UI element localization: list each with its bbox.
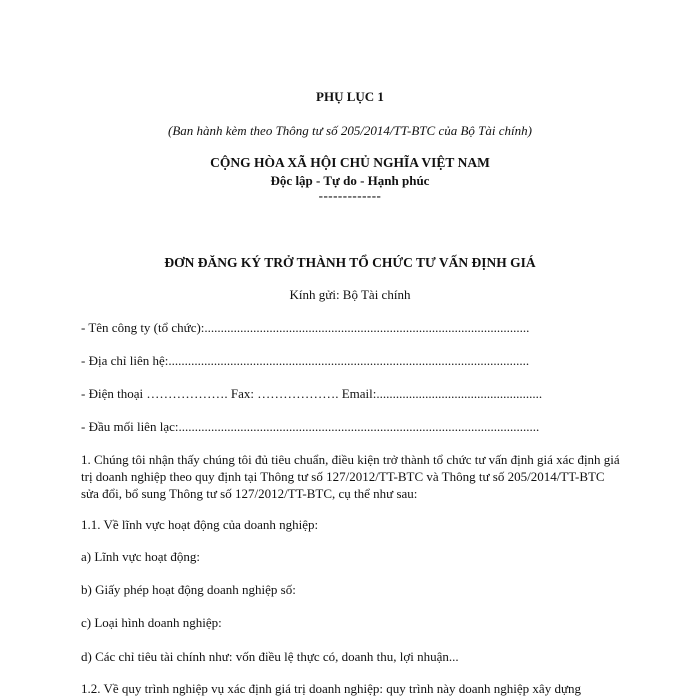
address-field: - Địa chỉ liên hệ:............................................................................................................... <box>81 353 530 368</box>
item-b: b) Giấy phép hoạt động doanh nghiệp số: <box>81 582 296 597</box>
company-name-field: - Tên công ty (tổ chức):.................................................................................................... <box>81 320 530 335</box>
appendix-title: PHỤ LỤC 1 <box>316 89 384 104</box>
item-a: a) Lĩnh vực hoạt động: <box>81 549 200 564</box>
issued-note: (Ban hành kèm theo Thông tư số 205/2014/TT-BTC của Bộ Tài chính) <box>168 123 532 138</box>
section-1-2: 1.2. Về quy trình nghiệp vụ xác định giá trị doanh nghiệp: quy trình này doanh nghiệp xây dựng <box>81 681 581 696</box>
recipient-line: Kính gửi: Bộ Tài chính <box>289 287 411 302</box>
national-motto: Độc lập - Tự do - Hạnh phúc <box>270 173 430 188</box>
contact-field: - Đầu mối liên lạc:............................................................................................................... <box>81 419 540 434</box>
form-title: ĐƠN ĐĂNG KÝ TRỞ THÀNH TỔ CHỨC TƯ VẤN ĐỊNH GIÁ <box>164 255 536 270</box>
item-d: d) Các chỉ tiêu tài chính như: vốn điều lệ thực có, doanh thu, lợi nhuận... <box>81 649 459 664</box>
phone-fax-email-field: - Điện thoại ………………. Fax: ………………. Email:................................................... <box>81 386 543 401</box>
item-c: c) Loại hình doanh nghiệp: <box>81 615 222 630</box>
paragraph-1: 1. Chúng tôi nhận thấy chúng tôi đủ tiêu chuẩn, điều kiện trở thành tổ chức tư vấn định giá xác định giá trị doanh nghiệp theo quy định tại Thông tư số 127/2012/TT-BTC và Thông tư số 205/2014/TT-BTC sửa đổi, bổ sung Thông tư số 127/2012/TT-BTC, cụ thể như sau: <box>81 452 620 501</box>
header-divider: ------------- <box>318 188 382 203</box>
section-1-1: 1.1. Về lĩnh vực hoạt động của doanh nghiệp: <box>81 517 319 532</box>
country-name: CỘNG HÒA XÃ HỘI CHỦ NGHĨA VIỆT NAM <box>210 155 490 170</box>
